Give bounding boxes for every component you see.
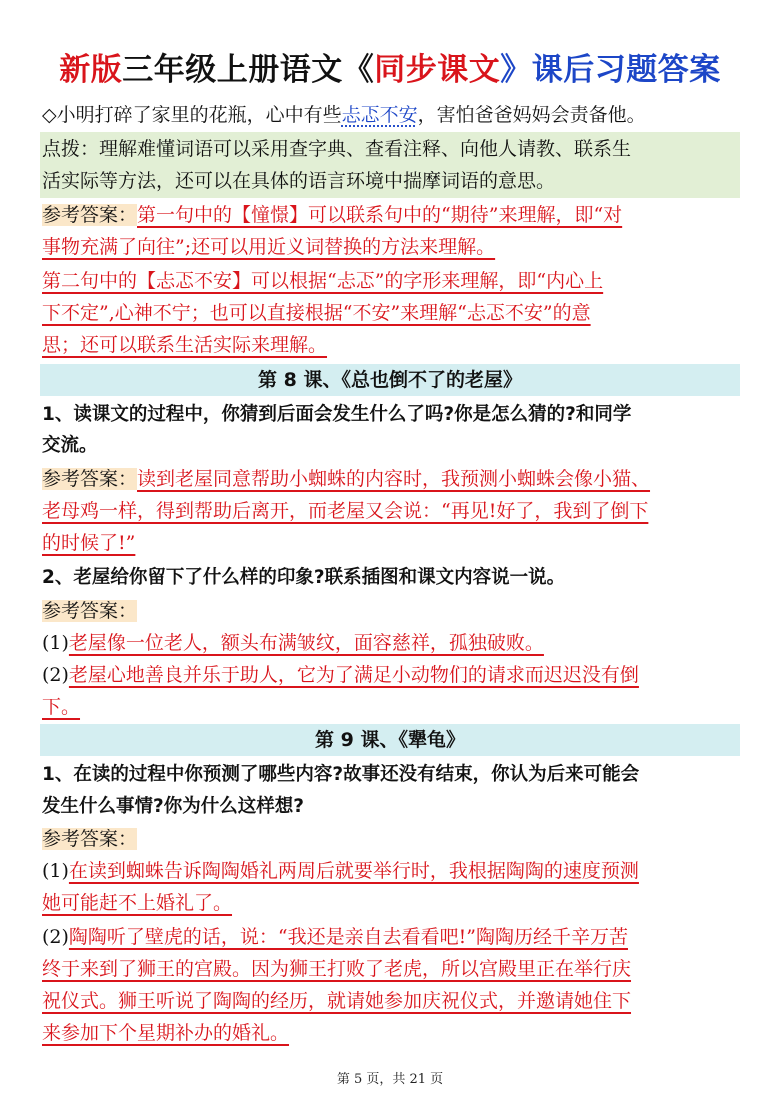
lesson8-a1-text-1: 读到老屋同意帮助小蜘蛛的内容时，我预测小蜘蛛会像小猫、 [137,468,651,490]
answer-label: 参考答案： [42,468,138,490]
lesson9-a2-line-4 [42,1018,742,1048]
lesson9-a2-line-3 [42,986,742,1016]
intro-sentence [42,100,742,130]
point-number: (1) [42,632,69,654]
answer-label: 参考答案： [42,204,138,226]
lesson8-a1-text-2: 老母鸡一样，得到帮助后离开，而老屋又会说：“再见!好了，我到了倒下 [42,500,649,522]
answer1-text-4: 下不定”,心神不宁；也可以直接根据“不安”来理解“忐忑不安”的意 [42,302,591,324]
point-number: (1) [42,860,69,882]
tip-line-2: 活实际等方法，还可以在具体的语言环境中揣摩词语的意思。 [42,170,556,192]
lesson8-a2-point-2 [42,660,742,690]
lesson9-q1-line-1: 1、在读的过程中你预测了哪些内容?故事还没有结束，你认为后来可能会 [42,764,640,785]
lesson8-a1-line-2 [42,496,742,526]
tip-line-1: 点拨：理解难懂词语可以采用查字典、查看注释、向他人请教、联系生 [42,138,632,160]
lesson9-a2-line-2 [42,954,742,984]
lesson9-a2-text-1: 陶陶听了壁虎的话，说：“我还是亲自去看看吧!”陶陶历经千辛万苦 [68,926,628,948]
point-number: (2) [42,926,69,948]
lesson9-answer-label-line [42,824,742,854]
lesson8-a2-p2-text-2: 下。 [42,696,81,718]
answer1-text-5: 思；还可以联系生活实际来理解。 [42,334,328,356]
lesson8-a2-point-1 [42,628,742,658]
lesson9-a1-text-2: 她可能赶不上婚礼了。 [42,892,233,914]
lesson8-a2-point-2-cont [42,692,742,722]
title-part-new-edition: 新版 [59,52,123,88]
answer1-line-3 [42,266,742,296]
lesson9-a2-text-4: 来参加下个星期补办的婚礼。 [42,1022,290,1044]
point-number: (2) [42,664,69,686]
lesson-8-heading: 第 8 课、《总也倒不了的老屋》 [40,364,740,396]
lesson-9-heading: 第 9 课、《犟龟》 [40,724,740,756]
lesson8-q2: 2、老屋给你留下了什么样的印象?联系插图和课文内容说一说。 [42,567,566,588]
lesson9-a2-line-1 [42,922,742,952]
lesson8-a2-p1-text: 老屋像一位老人，额头布满皱纹，面容慈祥，孤独破败。 [68,632,544,654]
page-footer: 第 5 页，共 21 页 [336,1072,444,1087]
answer-label: 参考答案： [42,600,138,622]
answer1-line-5 [42,330,742,360]
answer1-text-2: 事物充满了向往”;还可以用近义词替换的方法来理解。 [42,236,496,258]
answer1-text-3: 第二句中的【忐忑不安】可以根据“忐忑”的字形来理解，即“内心上 [42,270,604,292]
intro-emphasis: 忐忑不安 [341,104,418,126]
lesson8-a2-p2-text-1: 老屋心地善良并乐于助人，它为了满足小动物们的请求而迟迟没有倒 [68,664,639,686]
lesson9-q1-line-2: 发生什么事情?你为什么这样想? [42,796,304,817]
lesson8-a1-line-1 [42,464,742,494]
lesson9-a1-text-1: 在读到蜘蛛告诉陶陶婚礼两周后就要举行时，我根据陶陶的速度预测 [68,860,639,882]
lesson9-a1-line-2 [42,888,742,918]
lesson8-a1-text-3: 的时候了!” [42,532,136,554]
page-title [0,44,780,89]
answer-label: 参考答案： [42,828,138,850]
answer1-line-1 [42,200,742,230]
lesson8-a2-label-line [42,596,742,626]
answer1-line-2 [42,232,742,262]
title-part-grade: 三年级上册语文《 [122,52,375,88]
lesson9-a2-text-2: 终于来到了狮王的宫殿。因为狮王打败了老虎，所以宫殿里正在举行庆 [42,958,632,980]
intro-after: ，害怕爸爸妈妈会责备他。 [417,104,646,126]
lesson9-a2-text-3: 祝仪式。狮王听说了陶陶的经历，就请她参加庆祝仪式，并邀请她住下 [42,990,632,1012]
lesson8-q1-line-2: 交流。 [42,435,98,456]
title-part-answers: 》课后习题答案 [500,52,721,88]
title-part-sync-text: 同步课文 [374,52,501,88]
lesson8-a1-line-3 [42,528,742,558]
answer1-line-4 [42,298,742,328]
intro-before: ◇小明打碎了家里的花瓶，心中有些 [42,104,342,126]
lesson8-q1-line-1: 1、读课文的过程中，你猜到后面会发生什么了吗?你是怎么猜的?和同学 [42,404,632,425]
lesson9-a1-line-1 [42,856,742,886]
answer1-text-1: 第一句中的【憧憬】可以联系句中的“期待”来理解，即“对 [137,204,623,226]
